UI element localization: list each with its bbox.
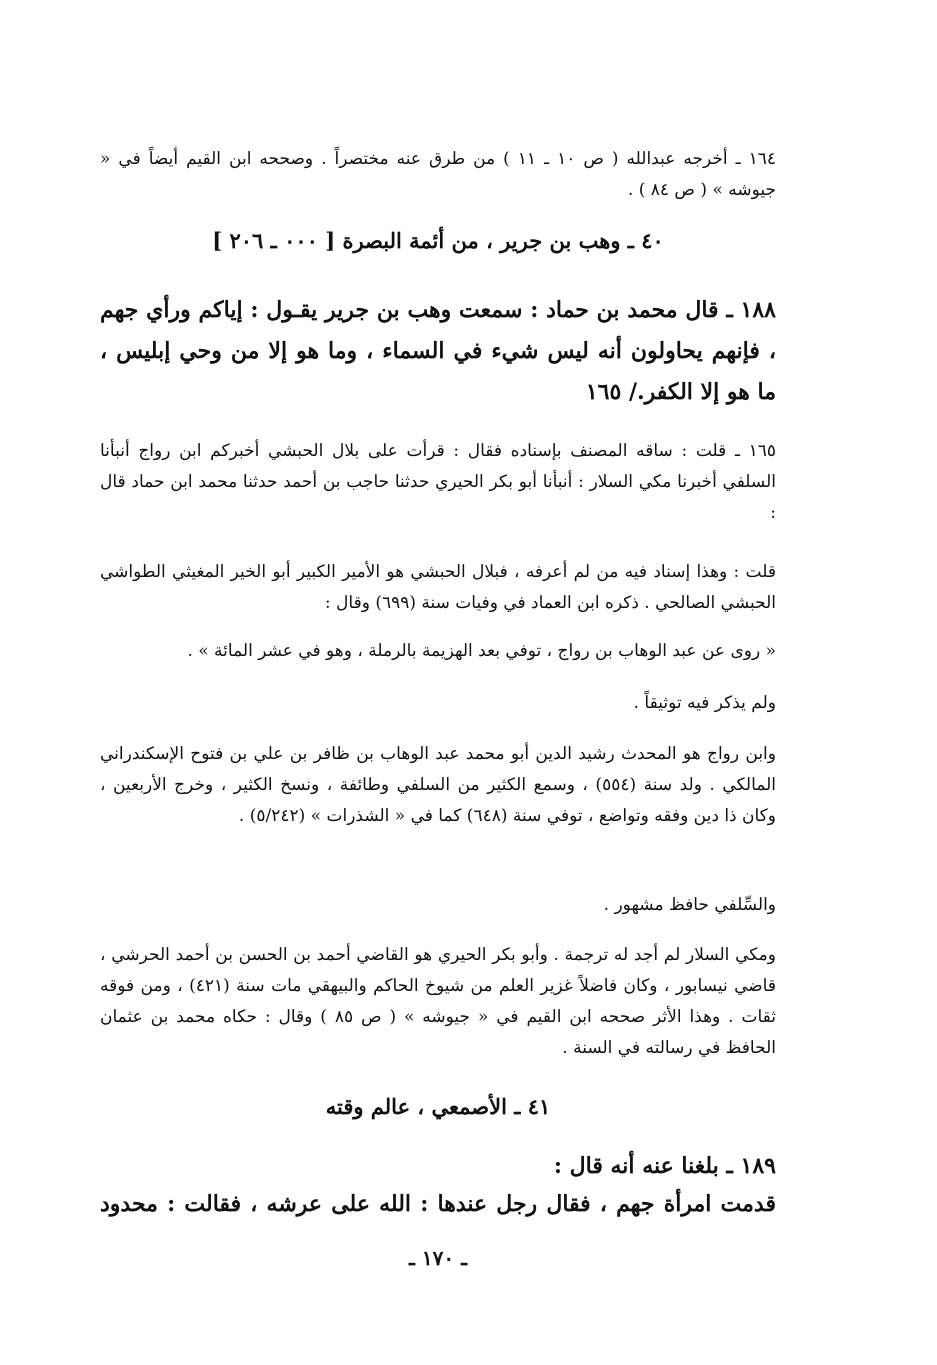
commentary-paragraph-5: والسِّلفي حافظ مشهور . <box>603 895 776 915</box>
commentary-paragraph-4: وابن رواج هو المحدث رشيد الدين أبو محمد عبد الوهاب بن ظافر بن علي بن فتوح الإسكندراني المالكي . ولد سنة (٥٥٤) ، وسمع الكثير من السلفي وطائفة ، ونسخ الكثير ، وخرج الأربعين ، وكان ذا دين وفقه وتواضع ، توفي سنة (٦٤٨) كما في « الشذرات » (٥/٢٤٢) . <box>100 744 776 826</box>
narration-188: ١٨٨ ـ قال محمد بن حماد : سمعت وهب بن جرير يقـول : إياكم ورأي جهم ، فإنهم يحاولون أنه ليس شيء في السماء ، وما هو إلا من وحي إبليس ، ما هو إلا الكفر./ ١٦٥ <box>100 297 776 405</box>
commentary-paragraph-2: قلت : وهذا إسناد فيه من لم أعرفه ، فبلال الحبشي هو الأمير الكبير أبو الخير المغيثي الطواشي الحبشي الصالحي . ذكره ابن العماد في وفيات سنة (٦٩٩) وقال : <box>100 562 776 613</box>
page-number: ـ ١٧٠ ـ <box>409 1246 467 1270</box>
section-heading-40: ٤٠ ـ وهب بن جرير ، من أئمة البصرة [ ٠٠٠ ـ ٢٠٦ ] <box>212 228 664 253</box>
narration-189-line-2: قدمت امرأة جهم ، فقال رجل عندها : الله على عرشه ، فقالت : محدود <box>100 1191 776 1217</box>
commentary-quote: « روى عن عبد الوهاب بن رواج ، توفي بعد الهزيمة بالرملة ، وهو في عشر المائة » . <box>187 641 776 661</box>
footnote-164: ١٦٤ ـ أخرجه عبدالله ( ص ١٠ ـ ١١ ) من طرق عنه مختصراً . وصححه ابن القيم أيضاً في « جيوشه » ( ص ٨٤ ) . <box>100 149 776 200</box>
commentary-paragraph-3: ولم يذكر فيه توثيقاً . <box>633 693 776 713</box>
commentary-paragraph-6: ومكي السلار لم أجد له ترجمة . وأبو بكر الحيري هو القاضي أحمد بن الحسن بن أحمد الحرشي ، قاضي نيسابور ، وكان فاضلاً غزير العلم من شيوخ الحاكم والبيهقي مات سنة (٤٢١) ، ومن فوقه ثقات . وهذا الأثر صححه ابن القيم في « جيوشه » ( ص ٨٥ ) وقال : حكاه محمد بن عثمان الحافظ في رسالته في السنة . <box>100 945 776 1058</box>
section-heading-41: ٤١ ـ الأصمعي ، عالم وقته <box>325 1094 551 1119</box>
narration-189-line-1: ١٨٩ ـ بلغنا عنه أنه قال : <box>553 1153 776 1179</box>
commentary-paragraph-1: ١٦٥ ـ قلت : ساقه المصنف بإسناده فقال : قرأت على بلال الحبشي أخبركم ابن رواج أنبأنا السلفي أخبرنا مكي السلار : أنبأنا أبو بكر الحيري حدثنا حاجب بن أحمد حدثنا محمد ابن حماد قال : <box>100 441 776 523</box>
